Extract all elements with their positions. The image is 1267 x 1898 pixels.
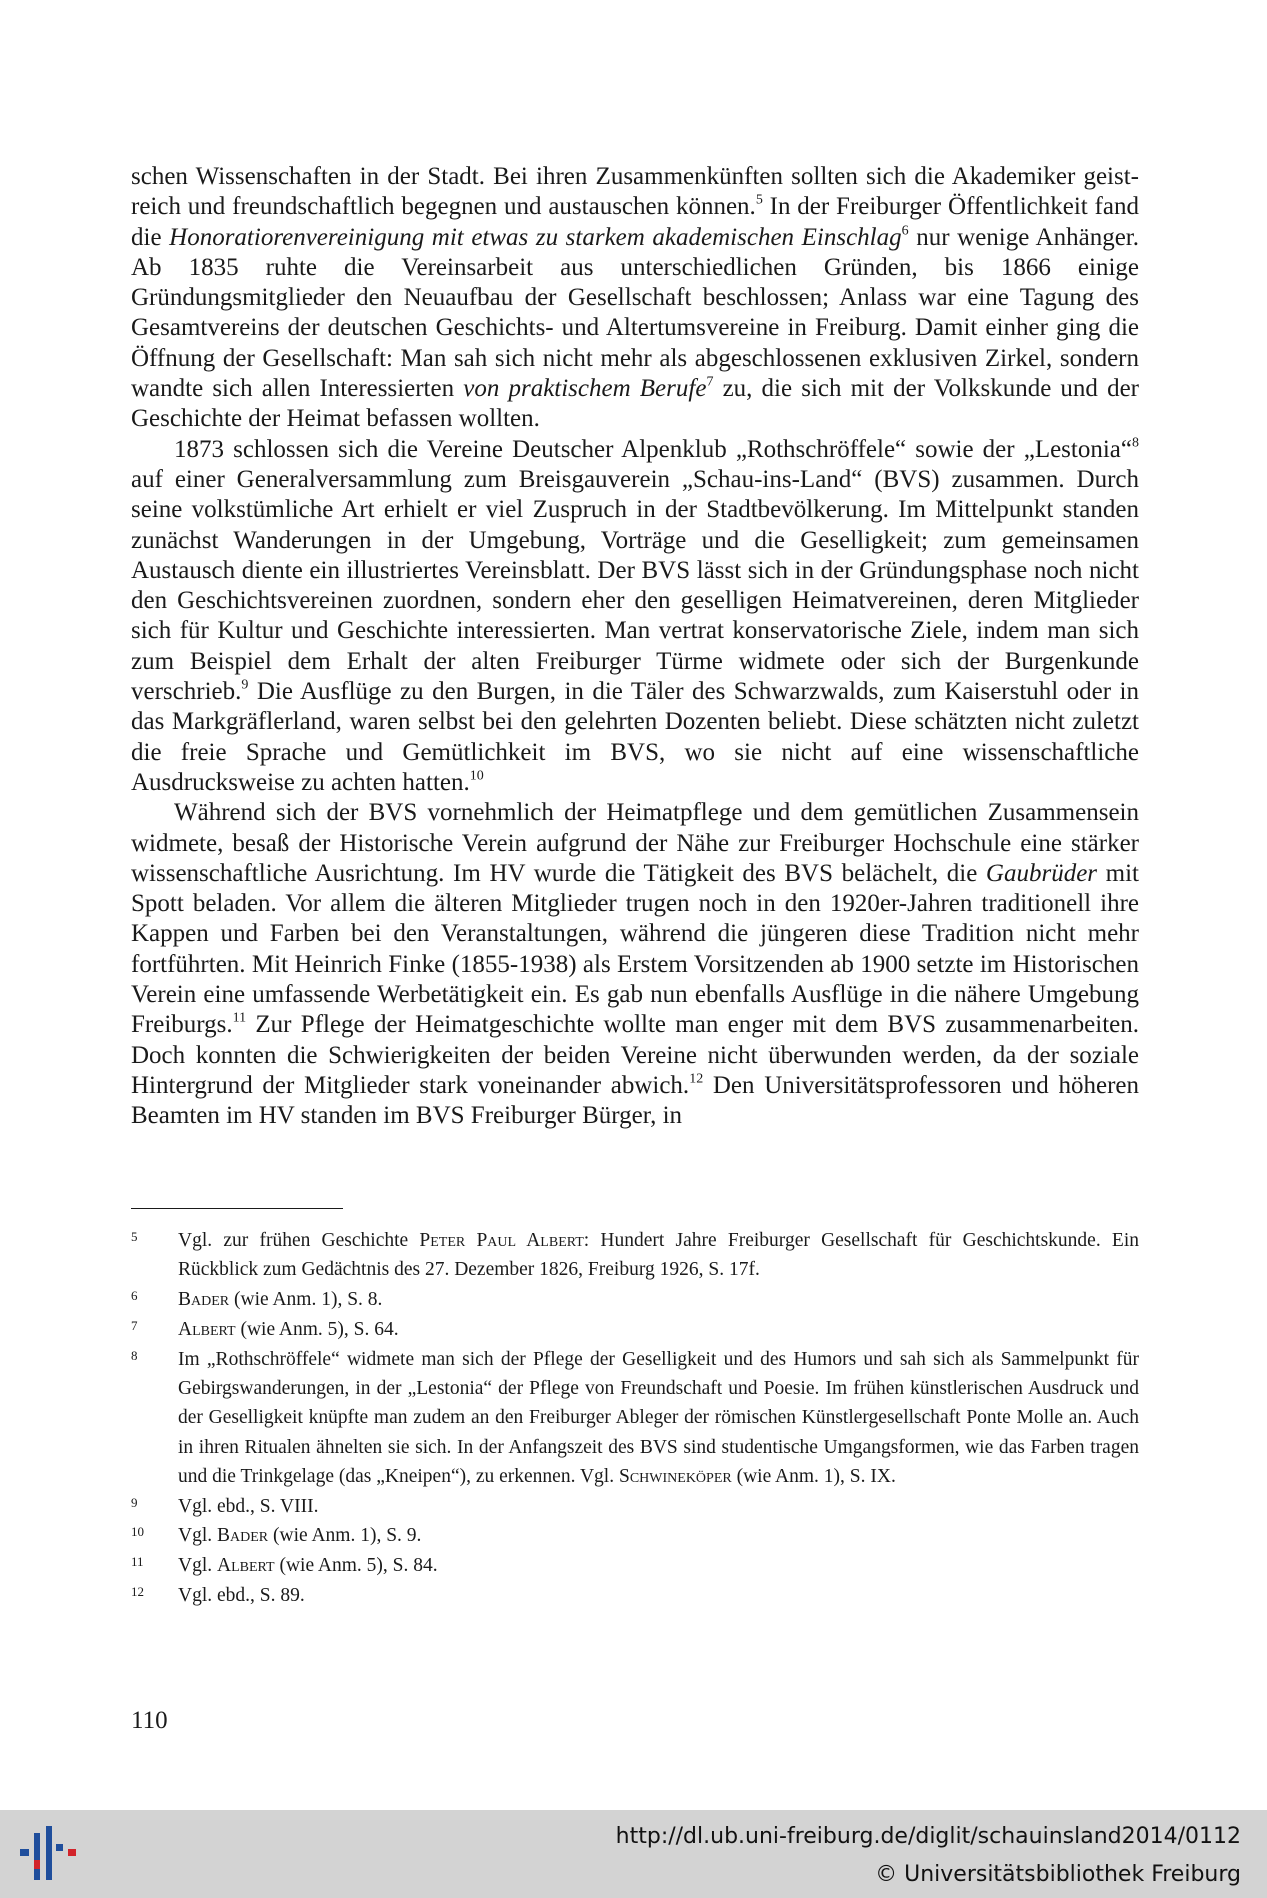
footnote-12: 12 Vgl. ebd., S. 89. (131, 1581, 1139, 1610)
italic-quote: Honoratiorenvereinigung mit etwas zu starkem akademischen Einschlag (169, 223, 902, 251)
italic-quote: von praktischem Berufe (463, 375, 707, 403)
author-name: Albert (178, 1318, 236, 1340)
footnote-number: 12 (131, 1584, 144, 1600)
copyright-notice: © Universitätsbibliothek Freiburg (875, 1862, 1241, 1887)
footnote-ref-5: 5 (755, 192, 763, 208)
author-name: Peter Paul Albert (419, 1230, 584, 1251)
footnote-number: 11 (131, 1554, 144, 1570)
author-name: Schwineköper (618, 1465, 732, 1487)
footnote-number: 8 (131, 1347, 138, 1363)
library-logo-icon (12, 1822, 82, 1892)
paragraph-1: schen Wissenschaften in der Stadt. Bei ihren Zusammenkünften sollten sich die Akademiker geistreich und freundschaftlich begegnen und austauschen können.$^5$ In der Freiburger Öffentlichkeit fand die Honoratiorenvereinigung mit etwas zu starkem akademischen Einschlag$^6$ nur wenige Anhänger. Ab 1835 ruhte die Vereinsarbeit aus unterschiedlichen Gründen, bis 1866 einige Gründungsmitglieder den Neuaufbau der Gesellschaft beschlossen; Anlass war eine Tagung des Gesamtvereins der deutschen Geschichts- und Altertumsvereine in Freiburg. Damit einher ging die Öffnung der Gesellschaft: Man sah sich nicht mehr als abgeschlossenen exklusiven Zirkel, sondern wandte sich allen Interessierten von praktischem Berufe$^7$ zu, die sich mit der Volkskunde und der Geschichte der Heimat befassen wollten. (131, 163, 1139, 433)
author-name: Bader (178, 1289, 230, 1311)
footnote-number: 9 (131, 1494, 138, 1510)
author-name: Bader (217, 1525, 269, 1547)
paragraph-2: 1873 schlossen sich die Vereine Deutscher Alpenklub „Rothschröffele“ sowie der „Lestonia“$^8$ auf einer Generalversammlung zum Breisgauverein „Schau-ins-Land“ (BVS) zusammen. Durch seine volkstümliche Art erhielt er viel Zuspruch in der Stadtbevölkerung. Im Mittelpunkt standen zunächst Wanderungen in der Umgebung, Vorträge und die Geselligkeit; zum gemeinsamen Austausch diente ein illustriertes Vereinsblatt. Der BVS lässt sich in der Gründungsphase noch nicht den Geschichtsvereinen zuordnen, sondern eher den geselligen Heimatvereinen, deren Mitglieder sich für Kultur und Geschichte interessierten. Man vertrat konservatorische Ziele, indem man sich zum Beispiel dem Erhalt der alten Freiburger Türme widmete oder sich der Burgenkunde verschrieb.$^9$ Die Ausflüge zu den Burgen, in die Täler des Schwarzwalds, zum Kaiserstuhl oder in das Markgräflerland, waren selbst bei den gelehrten Dozenten beliebt. Diese schätzten nicht zuletzt die freie Sprache und Gemütlichkeit im BVS, wo sie nicht auf eine wissenschaftliche Ausdrucksweise zu achten hatten.$^{10}$ (131, 435, 1139, 796)
footnote-ref-12: 12 (689, 1071, 704, 1087)
footnote-7: 7 Albert (wie Anm. 5), S. 64. (131, 1315, 1139, 1344)
footnote-ref-11: 11 (232, 1010, 247, 1026)
footnote-ref-10: 10 (469, 768, 484, 784)
paragraph-3: Während sich der BVS vornehmlich der Heimatpflege und dem gemütlichen Zusammensein widmete, besaß der Historische Verein aufgrund der Nähe zur Freiburger Hochschule eine stärker wissenschaftliche Ausrichtung. Im HV wurde die Tätigkeit des BVS belächelt, die Gaubrüder mit Spott beladen. Vor allem die älteren Mitglieder trugen noch in den 1920er-Jahren traditionell ihre Kappen und Farben bei den Veranstaltungen, während die jüngeren diese Tradition nicht mehr fortführten. Mit Heinrich Finke (1855-1938) als Erstem Vorsitzenden ab 1900 setzte im Historischen Verein eine umfassende Werbetätigkeit ein. Es gab nun ebenfalls Ausflüge in die nähere Umgebung Freiburgs.$^{11}$ Zur Pflege der Heimatgeschichte wollte man enger mit dem BVS zusammenarbeiten. Doch konnten die Schwierigkeiten der beiden Vereine nicht überwunden werden, da der soziale Hintergrund der Mitglieder stark voneinander abwich.$^{12}$ Den Universitätsprofessoren und höheren Beamten im HV standen im BVS Freiburger Bürger, in (131, 799, 1140, 1130)
body-text (131, 162, 1139, 1132)
permalink-url[interactable]: http://dl.ub.uni-freiburg.de/diglit/schauinsland2014/0112 (615, 1824, 1241, 1849)
footnote-10: 10 Vgl. Bader (wie Anm. 1), S. 9. (131, 1521, 1139, 1550)
footnote-5: 5 Vgl. zur frühen Geschichte Peter Paul Albert: Hundert Jahre Freiburger Gesellschaft für Geschichtskunde. Ein Rückblick zum Gedächtnis des 27. Dezember 1826, Freiburg 1926, S. 17f. (131, 1226, 1139, 1285)
footnote-number: 5 (131, 1229, 138, 1244)
footnote-number: 7 (131, 1317, 138, 1333)
italic-term: Gaubrüder (985, 859, 1098, 887)
footer-bar (0, 1810, 1267, 1898)
footnote-ref-8: 8 (1132, 435, 1139, 451)
footnote-ref-6: 6 (901, 223, 909, 239)
footnote-8: 8 Im „Rothschröffele“ widmete man sich der Pflege der Geselligkeit und des Humors und sah sich als Sammelpunkt für Gebirgswanderungen, in der „Lestonia“ der Pflege von Freundschaft und Poesie. Im frühen künstlerischen Ausdruck und der Geselligkeit knüpfte man zudem an den Freiburger Ableger der römischen Künstlergesellschaft Ponte Molle an. Auch in ihren Ritualen ähnelten sie sich. In der Anfangszeit des BVS sind studentische Umgangsformen, wie das Farben tragen und die Trinkgelage (das „Kneipen“), zu erkennen. Vgl. Schwineköper (wie Anm. 1), S. IX. (131, 1345, 1139, 1491)
footnote-9: 9 Vgl. ebd., S. VIII. (131, 1492, 1139, 1521)
footnote-number: 6 (131, 1288, 138, 1304)
author-name: Albert (217, 1555, 275, 1577)
footnote-ref-7: 7 (706, 374, 714, 390)
footnote-number: 10 (131, 1524, 144, 1540)
footnote-separator (131, 1208, 343, 1209)
page-number: 110 (131, 1707, 168, 1734)
footnote-ref-9: 9 (241, 677, 249, 693)
footnote-6: 6 Bader (wie Anm. 1), S. 8. (131, 1285, 1139, 1314)
footnote-11: 11 Vgl. Albert (wie Anm. 5), S. 84. (131, 1551, 1139, 1580)
footnotes (131, 1226, 1139, 1611)
